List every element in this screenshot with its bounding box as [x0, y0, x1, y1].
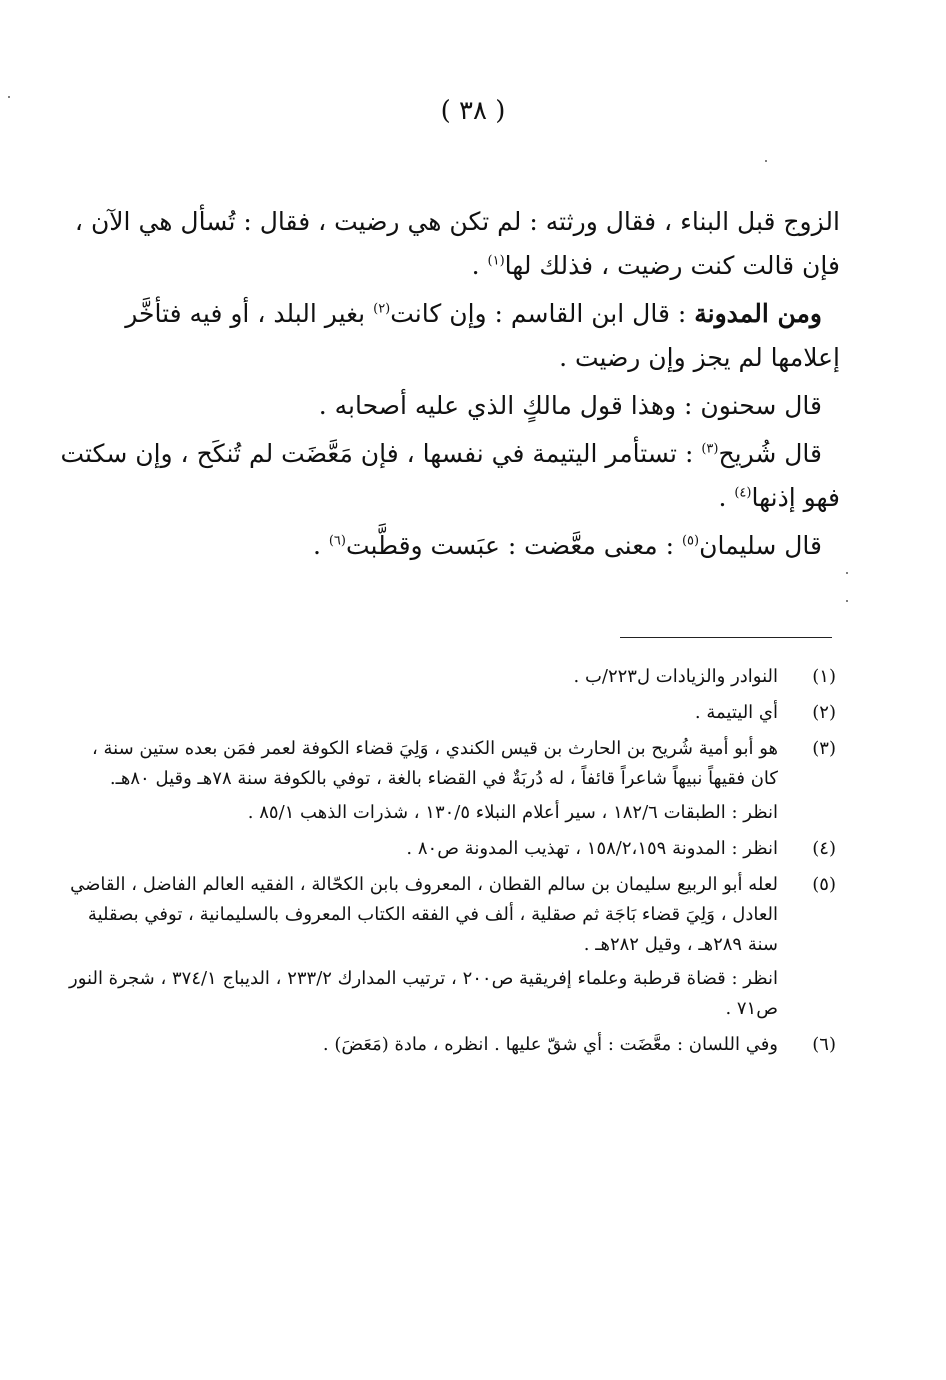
footnote-references: انظر : الطبقات ١٨٢/٦ ، سير أعلام النبلاء ١٣٠/٥ ، شذرات الذهب ٨٥/١ .: [247, 802, 778, 823]
footnote-ref-2: (٢): [373, 301, 391, 317]
footnote-ref-3: (٣): [701, 441, 719, 457]
paragraph-2: [60, 292, 840, 380]
scan-speck: [846, 572, 848, 574]
footnote-ref-5: (٥): [681, 533, 700, 549]
footnote-6: [60, 1030, 840, 1060]
paragraph-text: قال سحنون : وهذا قول مالكٍ الذي عليه أصحابه .: [318, 391, 822, 420]
main-text: [60, 200, 840, 572]
paragraph-text: : معنى معَّضت : عبَست وقطَّبت: [345, 531, 675, 560]
source-label: ومن المدونة: [694, 299, 822, 328]
footnote-number: (١): [812, 666, 836, 687]
scan-speck: [765, 160, 767, 162]
paragraph-text: قال شُريح: [718, 439, 822, 468]
footnote-references: انظر : قضاة قرطبة وعلماء إفريقية ص٢٠٠ ، ترتيب المدارك ٢٣٣/٢ ، الديباج ٣٧٤/١ ، شجرة النور ص٧١ .: [69, 968, 778, 1019]
footnote-ref-6: (٦): [328, 533, 346, 549]
footnote-text: لعله أبو الربيع سليمان بن سالم القطان ، المعروف بابن الكحّالة ، الفقيه العالم الفاضل ، القاضي العادل ، وَلِيَ قضاء بَاجَة ثم صقلية ، ألف في الفقه الكتاب المعروف بالسليمانية ، توفي بصقلية سنة ٢٨٩هـ ، وقيل ٢٨٢هـ .: [70, 874, 778, 955]
footnote-2: [60, 698, 840, 728]
paragraph-text: : قال ابن القاسم : وإن كانت: [390, 299, 687, 328]
scan-speck: [846, 600, 848, 602]
footnotes: [60, 662, 840, 1066]
paragraph-text: : تستأمر اليتيمة في نفسها ، فإن مَعَّضَت لم تُنكَح ، وإن سكتت فهو إذنها: [60, 439, 840, 512]
footnote-number: (٦): [812, 1034, 836, 1055]
footnote-separator: [620, 637, 832, 638]
footnote-number: (٥): [812, 874, 836, 895]
footnote-text: أي اليتيمة .: [694, 702, 778, 723]
footnote-5: [60, 870, 840, 1024]
footnote-3: [60, 734, 840, 828]
paragraph-text: قال سليمان: [699, 531, 822, 560]
page-number: ( ٣٨ ): [440, 96, 506, 126]
footnote-text: هو أبو أمية شُريح بن الحارث بن قيس الكندي ، وَلِيَ قضاء الكوفة لعمر فمَن بعده ستين سنة ، كان فقيهاً نبيهاً شاعراً قائفاً ، له دُربَةٌ في القضاء بالغة ، توفي بالكوفة سنة ٧٨هـ وقيل ٨٠هـ.: [91, 738, 778, 789]
paragraph-text: الزوج قبل البناء ، فقال ورثته : لم تكن هي رضيت ، فقال : تُسأل هي الآن ، فإن قالت كنت رضيت ، فذلك لها: [74, 207, 840, 280]
footnote-1: [60, 662, 840, 692]
footnote-text: انظر : المدونة ١٥٨/٢،١٥٩ ، تهذيب المدونة ص٨٠ .: [406, 838, 778, 859]
footnote-4: [60, 834, 840, 864]
footnote-number: (٢): [812, 702, 836, 723]
footnote-text: النوادر والزيادات ل٢٢٣/ب .: [573, 666, 778, 687]
footnote-number: (٣): [812, 738, 836, 759]
paragraph-5: قال سليمان$^{(٥)}$ : معنى معَّضت : عبَست وقطَّبت$^{(٦)}$ .: [312, 531, 822, 560]
paragraph-text: بغير البلد ، أو فيه فتأخَّر إعلامها لم يجز وإن رضيت .: [125, 299, 840, 372]
scan-speck: [8, 96, 10, 98]
paragraph-3: [60, 384, 840, 428]
footnote-text: وفي اللسان : معَّضَت : أي شقّ عليها . انظره ، مادة (مَعَضَ) .: [322, 1034, 778, 1055]
footnote-number: (٤): [812, 838, 836, 859]
paragraph-4: قال شُريح$^{(٣)}$ : تستأمر اليتيمة في نفسها ، فإن مَعَّضَت لم تُنكَح ، وإن سكتت فهو إذنها$^{(٤)}$ .: [60, 439, 840, 512]
footnote-ref-1: (١): [487, 253, 505, 269]
footnote-ref-4: (٤): [734, 485, 752, 501]
paragraph-1: الزوج قبل البناء ، فقال ورثته : لم تكن هي رضيت ، فقال : تُسأل هي الآن ، فإن قالت كنت رضيت ، فذلك لها$^{(١)}$ .: [74, 207, 840, 280]
